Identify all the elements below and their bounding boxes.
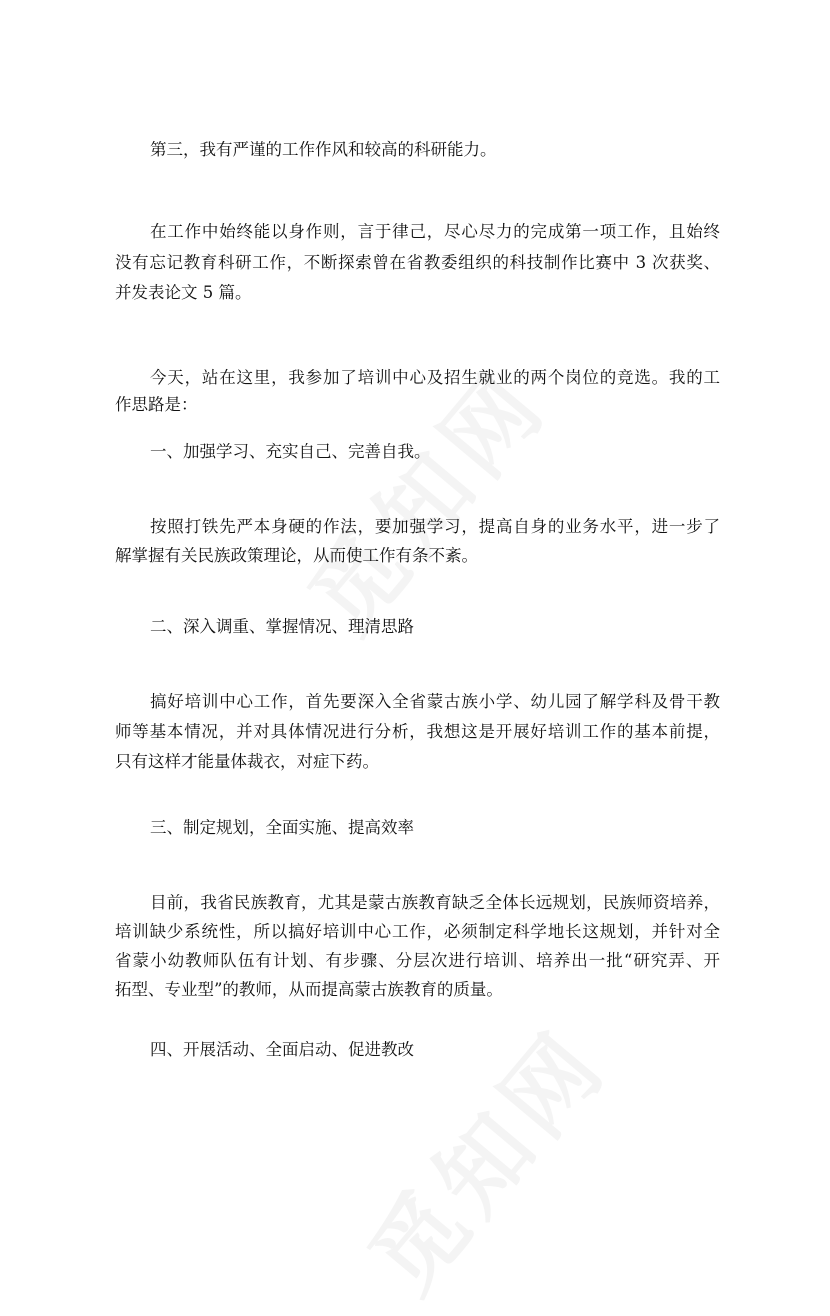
paragraph-line: 在工作中始终能以身作则，言于律己，尽心尽力的完成第一项工作，且始终 [150, 222, 720, 241]
paragraph-line: 没有忘记教育科研工作，不断探索曾在省教委组织的科技制作比赛中 3 次获奖、 [115, 253, 720, 272]
paragraph-heading: 第三，我有严谨的工作作风和较高的科研能力。 [150, 140, 497, 159]
paragraph-heading: 一、加强学习、充实自己、完善自我。 [150, 442, 431, 461]
paragraph-heading: 三、制定规划，全面实施、提高效率 [150, 818, 414, 837]
paragraph-line: 省蒙小幼教师队伍有计划、有步骤、分层次进行培训、培养出一批“研究弄、开 [115, 951, 720, 970]
paragraph-line: 并发表论文 5 篇。 [115, 283, 252, 302]
paragraph-line: 按照打铁先严本身硬的作法，要加强学习，提高自身的业务水平，进一步了 [150, 517, 720, 536]
paragraph-line: 师等基本情况，并对具体情况进行分析，我想这是开展好培训工作的基本前提， [115, 722, 720, 741]
paragraph-line: 解掌握有关民族政策理论，从而使工作有条不紊。 [115, 546, 478, 565]
paragraph-line: 目前，我省民族教育，尤其是蒙古族教育缺乏全体长远规划，民族师资培养， [150, 893, 720, 912]
paragraph-heading: 二、深入调重、掌握情况、理清思路 [150, 617, 414, 636]
paragraph-line: 作思路是： [115, 395, 198, 414]
paragraph-line: 拓型、专业型”的教师，从而提高蒙古族教育的质量。 [115, 980, 503, 999]
paragraph-line: 搞好培训中心工作，首先要深入全省蒙古族小学、幼儿园了解学科及骨干教 [150, 692, 720, 711]
paragraph-line: 只有这样才能量体裁衣，对症下药。 [115, 752, 379, 771]
paragraph-heading: 四、开展活动、全面启动、促进教改 [150, 1040, 414, 1059]
paragraph-line: 今天，站在这里，我参加了培训中心及招生就业的两个岗位的竞选。我的工 [150, 368, 720, 387]
paragraph-line: 培训缺少系统性，所以搞好培训中心工作，必须制定科学地长这规划，并针对全 [115, 922, 720, 941]
